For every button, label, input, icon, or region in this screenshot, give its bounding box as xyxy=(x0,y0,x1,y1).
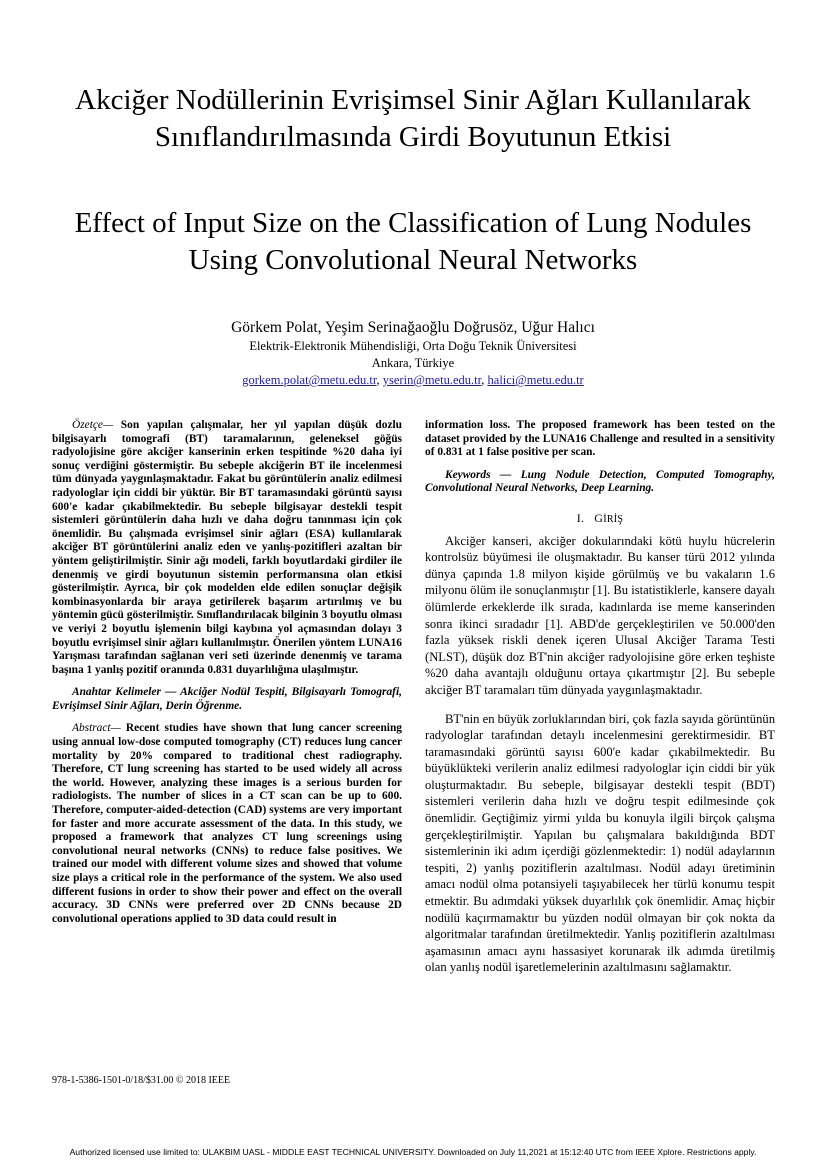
email-list: gorkem.polat@metu.edu.tr, yserin@metu.edu.tr, halici@metu.edu.tr xyxy=(242,373,584,387)
email-link-2[interactable]: yserin@metu.edu.tr xyxy=(382,373,482,387)
left-column xyxy=(52,419,402,935)
intro-paragraph-2: BT'nin en büyük zorluklarından biri, çok fazla sayıda görüntünün radyologlar tarafından detaylı incelenmesini gerektirmesidir. BT taramasındaki görüntü sayısı 600'e kadar çıkabilmektedir. Bu büyüklükteki verilerin analiz edilmesi radyologlar için ciddi bir yük oluşturmaktadır. Bu sebeple, bilgisayar destekli tespit (BDT) sistemleri verilerin daha hızlı ve doğru tespit edilmesinde çok önemlidir. Geçtiğimiz yirmi yılda bu konuyla ilgili birçok çalışma gerçekleştirilmiştir. Yapılan bu çalışmalara bakıldığında BDT sistemlerinin iki adım içerdiği gözlenmektedir: 1) nodül adaylarının tespiti, 2) yanlış pozitiflerin azaltılması. Nodül adayı üretiminin amacı nodül olma potansiyeli taşıyabilecek her türlü konumu tespit etmektir. Bu adımdaki yüksek duyarlılık çok önemlidir. Amaç hiçbir nodülü kaçırmamaktır bu yüzden nodül olmayan bir çok nokta da algoritmalar tarafından üretilmektedir. Yanlış pozitiflerin azaltılması aşamasının amacı aynı hassasiyet korunarak ilk adımda üretilmiş olan yanlış nodül işaretlemelerinin azaltılmasını sağlamaktır. xyxy=(425,711,775,975)
email-link-3[interactable]: halici@metu.edu.tr xyxy=(487,373,584,387)
keywords-text: Lung Nodule Detection, Computed Tomography, Convolutional Neural Networks, Deep Learning. xyxy=(425,468,775,495)
anahtar-text: Akciğer Nodül Tespiti, Bilgisayarlı Tomografi, Evrişimsel Sinir Ağları, Derin Öğrenme. xyxy=(52,686,402,712)
email-link-1[interactable]: gorkem.polat@metu.edu.tr xyxy=(242,373,377,387)
english-abstract xyxy=(52,722,402,926)
right-column xyxy=(425,419,775,976)
location: Ankara, Türkiye xyxy=(371,356,455,370)
section-numeral: I. xyxy=(576,510,585,525)
license-footer: Authorized licensed use limited to: ULAKBIM UASL - MIDDLE EAST TECHNICAL UNIVERSITY. Downloaded on July 11,2021 at 15:12:40 UTC from IEEE Xplore. Restrictions apply. xyxy=(69,1147,757,1157)
ozetce-text: Son yapılan çalışmalar, her yıl yapılan düşük dozlu bilgisayarlı tomografi (BT) taramalarının, geleneksel göğüs radyolojisine göre akciğer kanserinin erken tespitinde %20 daha iyi sonuç verdiğini göstermiştir. Bu sebeple akciğerin BT ile incelenmesi tüm dünyada yaygınlaşmaktadır. Fakat bu görüntülerin analiz edilmesi radyologlar için ciddi bir yüktür. Bir BT taramasındaki görüntü sayısı 600'e kadar çıkabilmektedir. Bu sebeple bilgisayar destekli tespit sistemleri görüntülerin daha hızlı ve daha doğru tanınması için çok önemlidir. Bu çalışmada evrişimsel sinir ağları (ESA) kullanılarak akciğer BT görüntülerini analiz eden ve yanlış-pozitifleri azaltan bir yöntem geliştirilmiştir. Sinir ağı modeli, farklı boyutlardaki girdiler ile denenmiş ve girdi boyutunun sistemin performansına olan etkisi gösterilmiştir. Ayrıca, bir çok modelden elde edilen sonuçlar değişik kombinasyonlarda bir araya getirilerek başarım artırılmış ve bu yöntemin gücü gösterilmiştir. Sınıflandırılacak bilginin 3 boyutlu olması ve veriyi 2 boyutlu işlemenin bilgi kaybına yol açmasından dolayı 3 boyutlu evrişimsel sinir ağları kullanılmıştır. Önerilen yöntem LUNA16 Yarışması tarafından sağlanan veri seti üzerinde denenmiş ve tarama başına 1 yanlış pozitif oranında 0.831 duyarlılığına ulaşılmıştır. xyxy=(52,419,402,676)
copyright-notice: 978-1-5386-1501-0/18/$31.00 © 2018 IEEE xyxy=(52,1075,231,1086)
title-english: Effect of Input Size on the Classification of Lung Nodules Using Convolutional Neural Networks xyxy=(74,207,752,276)
keywords-label: Keywords — xyxy=(445,468,521,481)
abstract-text-left: Recent studies have shown that lung cancer screening using annual low-dose computed tomography (CT) reduces lung cancer mortality by 20% compared to traditional chest radiography. Therefore, CT lung screening has started to be used widely all across the world. However, analyzing these images is a serious burden for radiologists. The number of slices in a CT scan can be up to 600. Therefore, computer-aided-detection (CAD) systems are very important for faster and more accurate assessment of the data. In this study, we proposed a framework that analyzes CT lung screenings using convolutional neural networks (CNNs) to reduce false positives. We trained our model with different volume sizes and showed that volume size plays a critical role in the performance of the system. We also used different fusions in order to show their power and effect on the overall accuracy. 3D CNNs were preferred over 2D CNNs because 2D convolutional operations applied to 3D data could result in xyxy=(52,722,402,925)
ozetce-abstract xyxy=(52,419,402,677)
intro-paragraph-1: Akciğer kanseri, akciğer dokularındaki kötü huylu hücrelerin kontrolsüz büyümesi ile oluşmaktadır. Bu kanser türü 2012 yılında dünya çapında 1.8 milyon kişide görülmüş ve bu vakaların 1.6 milyonu ölüm ile sonuçlanmıştır [1]. Bu istatistiklerle, kansere dayalı ölümlerde erkeklerde ilk sırada, kadınlarda ise meme kanserinden sonra ikinci sıradadır [1]. ABD'de gerçekleştirilen ve 50.000'den fazla yüksek riskli denek içeren Ulusal Akciğer Tarama Testi (NLST), düşük doz BT'nin akciğer radyolojisine göre erken teşhiste %20 daha avantajlı olduğunu ortaya çıkartmıştır [2]. Bu sebeple akciğer BT taramaları tüm dünyada yaygınlaşmaktadır. xyxy=(425,533,775,697)
author-block xyxy=(0,318,826,389)
anahtar-kelimeler xyxy=(52,686,402,713)
section-title-rest: İRİŞ xyxy=(603,513,624,525)
anahtar-label: Anahtar Kelimeler — xyxy=(72,686,181,699)
keywords xyxy=(425,469,775,496)
ozetce-label: Özetçe— xyxy=(72,419,114,431)
affiliation: Elektrik-Elektronik Mühendisliği, Orta Doğu Teknik Üniversitesi xyxy=(249,339,577,353)
section-title-first-letter: G xyxy=(594,510,604,525)
abstract-continuation: information loss. The proposed framework has been tested on the dataset provided by the LUNA16 Challenge and resulted in a sensitivity of 0.831 at 1 false positive per scan. xyxy=(425,419,775,459)
title-turkish: Akciğer Nodüllerinin Evrişimsel Sinir Ağları Kullanılarak Sınıflandırılmasında Girdi Boyutunun Etkisi xyxy=(75,84,751,153)
author-names: Görkem Polat, Yeşim Serinağaoğlu Doğrusöz, Uğur Halıcı xyxy=(231,319,595,336)
section-heading-introduction xyxy=(425,512,775,527)
abstract-label: Abstract— xyxy=(72,722,121,735)
